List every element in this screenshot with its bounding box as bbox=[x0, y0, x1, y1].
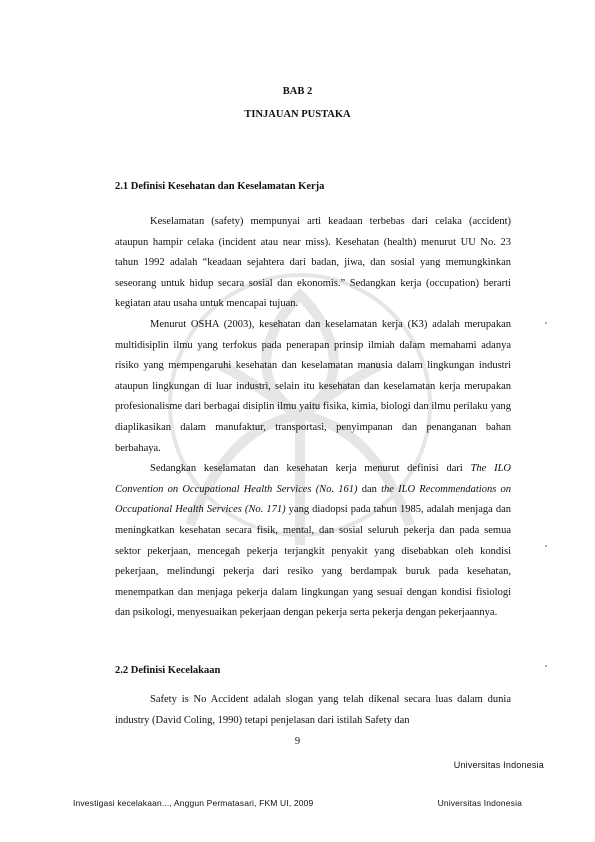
citation-italic: The ILO Convention on Occupational Health Services (No. 161) bbox=[115, 463, 512, 495]
page-number: 9 bbox=[294, 736, 301, 747]
paragraph bbox=[115, 459, 511, 624]
section-body bbox=[115, 690, 511, 731]
paragraph-text: dan bbox=[357, 483, 382, 495]
university-label: Universitas Indonesia bbox=[453, 760, 544, 770]
footer-university: Universitas Indonesia bbox=[437, 798, 522, 808]
margin-dot bbox=[545, 322, 547, 324]
margin-dot bbox=[545, 665, 547, 667]
footer-citation: Investigasi kecelakaan..., Anggun Permatasari, FKM UI, 2009 bbox=[73, 798, 314, 808]
paragraph: Keselamatan (safety) mempunyai arti keadaan terbebas dari celaka (accident) ataupun hampir celaka (incident atau near miss). Kesehatan (health) menurut UU No. 23 tahun 1992 adalah “keadaan sejahtera dari badan, jiwa, dan sosial yang memungkinkan seseorang untuk hidup secara sosial dan ekonomis.” Sedangkan kerja (occupation) berarti kegiatan atau usaha untuk mencapai tujuan. bbox=[115, 216, 511, 310]
chapter-number: BAB 2 bbox=[282, 86, 313, 97]
paragraph: Menurut OSHA (2003), kesehatan dan keselamatan kerja (K3) adalah merupakan multidisiplin ilmu yang terfokus pada penerapan prinsip ilmiah dalam memahami adanya risiko yang mempengaruhi kesehatan dan keselamatan manusia dalam lingkungan industri ataupun lingkungan di luar industri, selain itu kesehatan dan keselamatan kerja merupakan profesionalisme dari berbagai disiplin ilmu yaitu fisika, kimia, biologi dan ilmu perilaku yang diaplikasikan dalam manufaktur, transportasi, penyimpanan dan penanganan bahan berbahaya. bbox=[115, 318, 511, 454]
paragraph-text: yang diadopsi pada tahun 1985, adalah menjaga dan meningkatkan kesehatan secara fisik, mental, dan sosial seluruh pekerja dan pada semua sektor pekerjaan, mencegah pekerja terjangkit penyakit yang disebabkan oleh kondisi pekerjaan, melindungi pekerja dari resiko yang berdampak buruk pada kesehatan, menempatkan dan menjaga pekerja dalam lingkungan yang sesuai dengan kondisi fisiologi dan psikologi, menyesuaikan pekerjaan dengan pekerja serta pekerja dengan pekerjaannya. bbox=[115, 504, 511, 619]
section-heading: 2.1 Definisi Kesehatan dan Keselamatan Kerja bbox=[115, 181, 325, 192]
section-heading: 2.2 Definisi Kecelakaan bbox=[115, 665, 221, 676]
citation-italic: the ILO Recommendations on Occupational Health Services (No. 171) bbox=[115, 483, 511, 516]
paragraph-text: Sedangkan keselamatan dan kesehatan kerja menurut definisi dari bbox=[150, 463, 471, 475]
section-body bbox=[115, 212, 511, 624]
paragraph: Safety is No Accident adalah slogan yang telah dikenal secara luas dalam dunia industry (David Coling, 1990) tetapi penjelasan dari istilah Safety dan bbox=[115, 694, 511, 726]
margin-dot bbox=[545, 545, 547, 547]
chapter-title: TINJAUAN PUSTAKA bbox=[244, 109, 351, 120]
